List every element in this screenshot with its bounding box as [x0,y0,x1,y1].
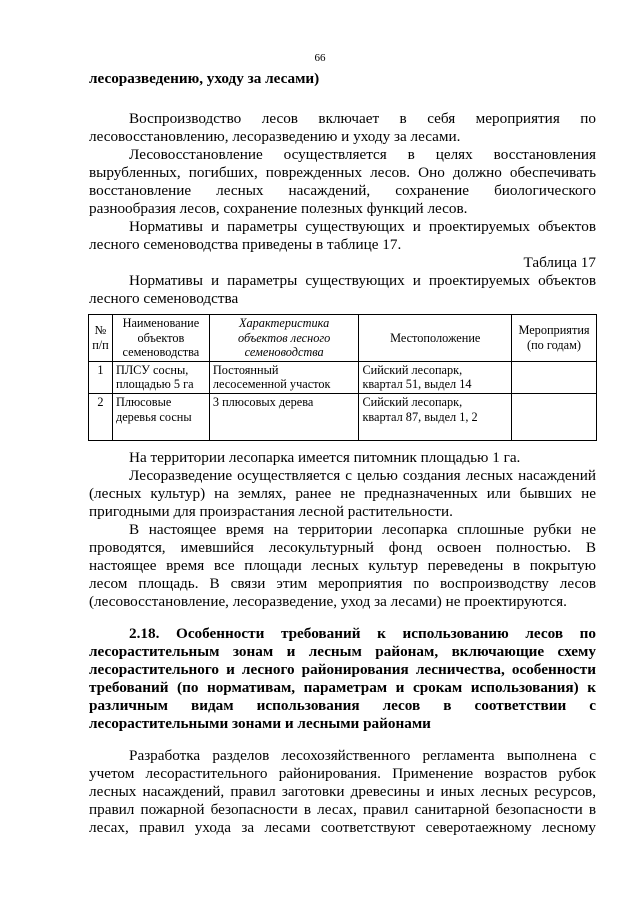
para7-line1: Разработка разделов лесохозяйственного регламента выполнена с [129,747,596,764]
row2-activities [512,393,597,440]
table-caption-line2: лесного семеноводства [89,290,239,307]
table-row [89,361,597,393]
row2-characteristics: 3 плюсовых дерева [209,393,359,440]
table-17 [88,314,597,441]
row1-name: ПЛСУ сосны, площадью 5 га [112,361,209,393]
para5-line1: Лесоразведение осуществляется с целью создания лесных насаждений [129,467,596,484]
para6-line3: настоящее время все площади лесных культур переведены в покрытую [89,557,596,574]
header-location: Местоположение [359,315,512,362]
para6-line4: лесом площадь. В связи этим мероприятия по воспроизводству лесов [89,575,596,592]
row2-location: Сийский лесопарк, квартал 87, выдел 1, 2 [359,393,512,440]
para3-line1: Нормативы и параметры существующих и проектируемых объектов [129,218,596,235]
section-heading-line6: лесорастительными зонами и лесными районами [89,715,431,732]
table-header-row [89,315,597,362]
header-name: Наименование объектов семеноводства [112,315,209,362]
para7-line2: учетом лесорастительного районирования. Применение возрастов рубок [89,765,596,782]
para1-line2: лесовосстановлению, лесоразведению и уходу за лесами. [89,128,461,145]
section-heading-line3: лесорастительного и лесного районирования лесничества, особенности [89,661,596,678]
para6-line2: проводятся, имевшийся лесокультурный фонд освоен полностью. В [89,539,596,556]
section-heading-line2: лесорастительным зонам и лесным районам, включающие схему [89,643,596,660]
header-num: № п/п [89,315,113,362]
section-heading-line4: требований (по нормативам, параметрам и срокам использования) к [89,679,596,696]
para7-line4: правил пожарной безопасности в лесах, правил санитарной безопасности в [89,801,596,818]
para4: На территории лесопарка имеется питомник площадью 1 га. [129,449,521,466]
row1-activities [512,361,597,393]
row1-characteristics: Постоянный лесосеменной участок [209,361,359,393]
row1-location: Сийский лесопарк, квартал 51, выдел 14 [359,361,512,393]
row2-name: Плюсовые деревья сосны [112,393,209,440]
para6-line1: В настоящее время на территории лесопарка сплошные рубки не [129,521,596,538]
para1-line1: Воспроизводство лесов включает в себя мероприятия по [129,110,596,127]
section-heading-line1: 2.18. Особенности требований к использованию лесов по [129,625,596,642]
header-activities: Мероприятия (по годам) [512,315,597,362]
row1-num: 1 [89,361,113,393]
row2-num: 2 [89,393,113,440]
header-characteristics: Характеристика объектов лесного семеноводства [209,315,359,362]
para5-line3: пригодными для произрастания лесной растительности. [89,503,453,520]
para6-line5: (лесовосстановление, лесоразведение, уход за лесами) не проектируются. [89,593,567,610]
section-heading-line5: различным видам использования лесов в соответствии с [89,697,596,714]
page-number: 66 [314,52,326,64]
para3-line2: лесного семеноводства приведены в таблице 17. [89,236,402,253]
para2-line3: восстановление лесных насаждений, сохранение биологического [89,182,596,199]
table-row [89,393,597,440]
table-caption-line1: Нормативы и параметры существующих и проектируемых объектов [129,272,596,289]
para7-line3: лесных насаждений, правил заготовки древесины и иных лесных ресурсов, [89,783,596,800]
para7-line5: лесах, правил ухода за лесами соответствуют северотаежному лесному [89,819,596,836]
para5-line2: (лесных культур) на землях, ранее не предназначенных или бывших не [89,485,596,502]
table-label: Таблица 17 [523,254,596,271]
para2-line1: Лесовосстановление осуществляется в целях восстановления [129,146,596,163]
para2-line4: разнообразия лесов, сохранение полезных функций лесов. [89,200,468,217]
heading-continuation: лесоразведению, уходу за лесами) [89,70,320,87]
para2-line2: вырубленных, погибших, поврежденных лесов. Оно должно обеспечивать [89,164,596,181]
